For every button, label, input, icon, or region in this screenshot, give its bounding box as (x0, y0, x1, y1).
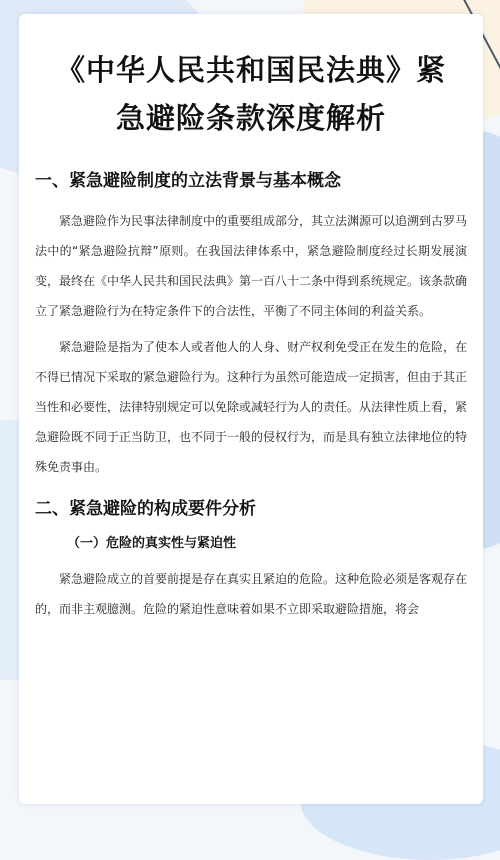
section-heading: 一、紧急避险制度的立法背景与基本概念 (35, 171, 341, 191)
paragraph: 紧急避险成立的首要前提是存在真实且紧迫的危险。这种危险必须是客观存在的，而非主观臆测。危险的紧迫性意味着如果不立即采取避险措施，将会 (35, 572, 468, 616)
section-heading: 二、紧急避险的构成要件分析 (35, 499, 256, 519)
page-title: 《中华人民共和国民法典》紧急避险条款深度解析 (55, 53, 446, 135)
document-body (19, 170, 483, 624)
document-page (19, 14, 483, 804)
paragraph: 紧急避险作为民事法律制度中的重要组成部分，其立法渊源可以追溯到古罗马法中的“紧急避险抗辩”原则。在我国法律体系中，紧急避险制度经过长期发展演变，最终在《中华人民共和国民法典》第一百八十二条中得到系统规定。该条款确立了紧急避险行为在特定条件下的合法性，平衡了不同主体间的利益关系。 (35, 214, 468, 318)
subsection-heading: （一）危险的真实性与紧迫性 (67, 536, 237, 551)
paragraph: 紧急避险是指为了使本人或者他人的人身、财产权利免受正在发生的危险，在不得已情况下采取的紧急避险行为。这种行为虽然可能造成一定损害，但由于其正当性和必要性，法律特别规定可以免除或减轻行为人的责任。从法律性质上看，紧急避险既不同于正当防卫，也不同于一般的侵权行为，而是具有独立法律地位的特殊免责事由。 (35, 340, 468, 474)
